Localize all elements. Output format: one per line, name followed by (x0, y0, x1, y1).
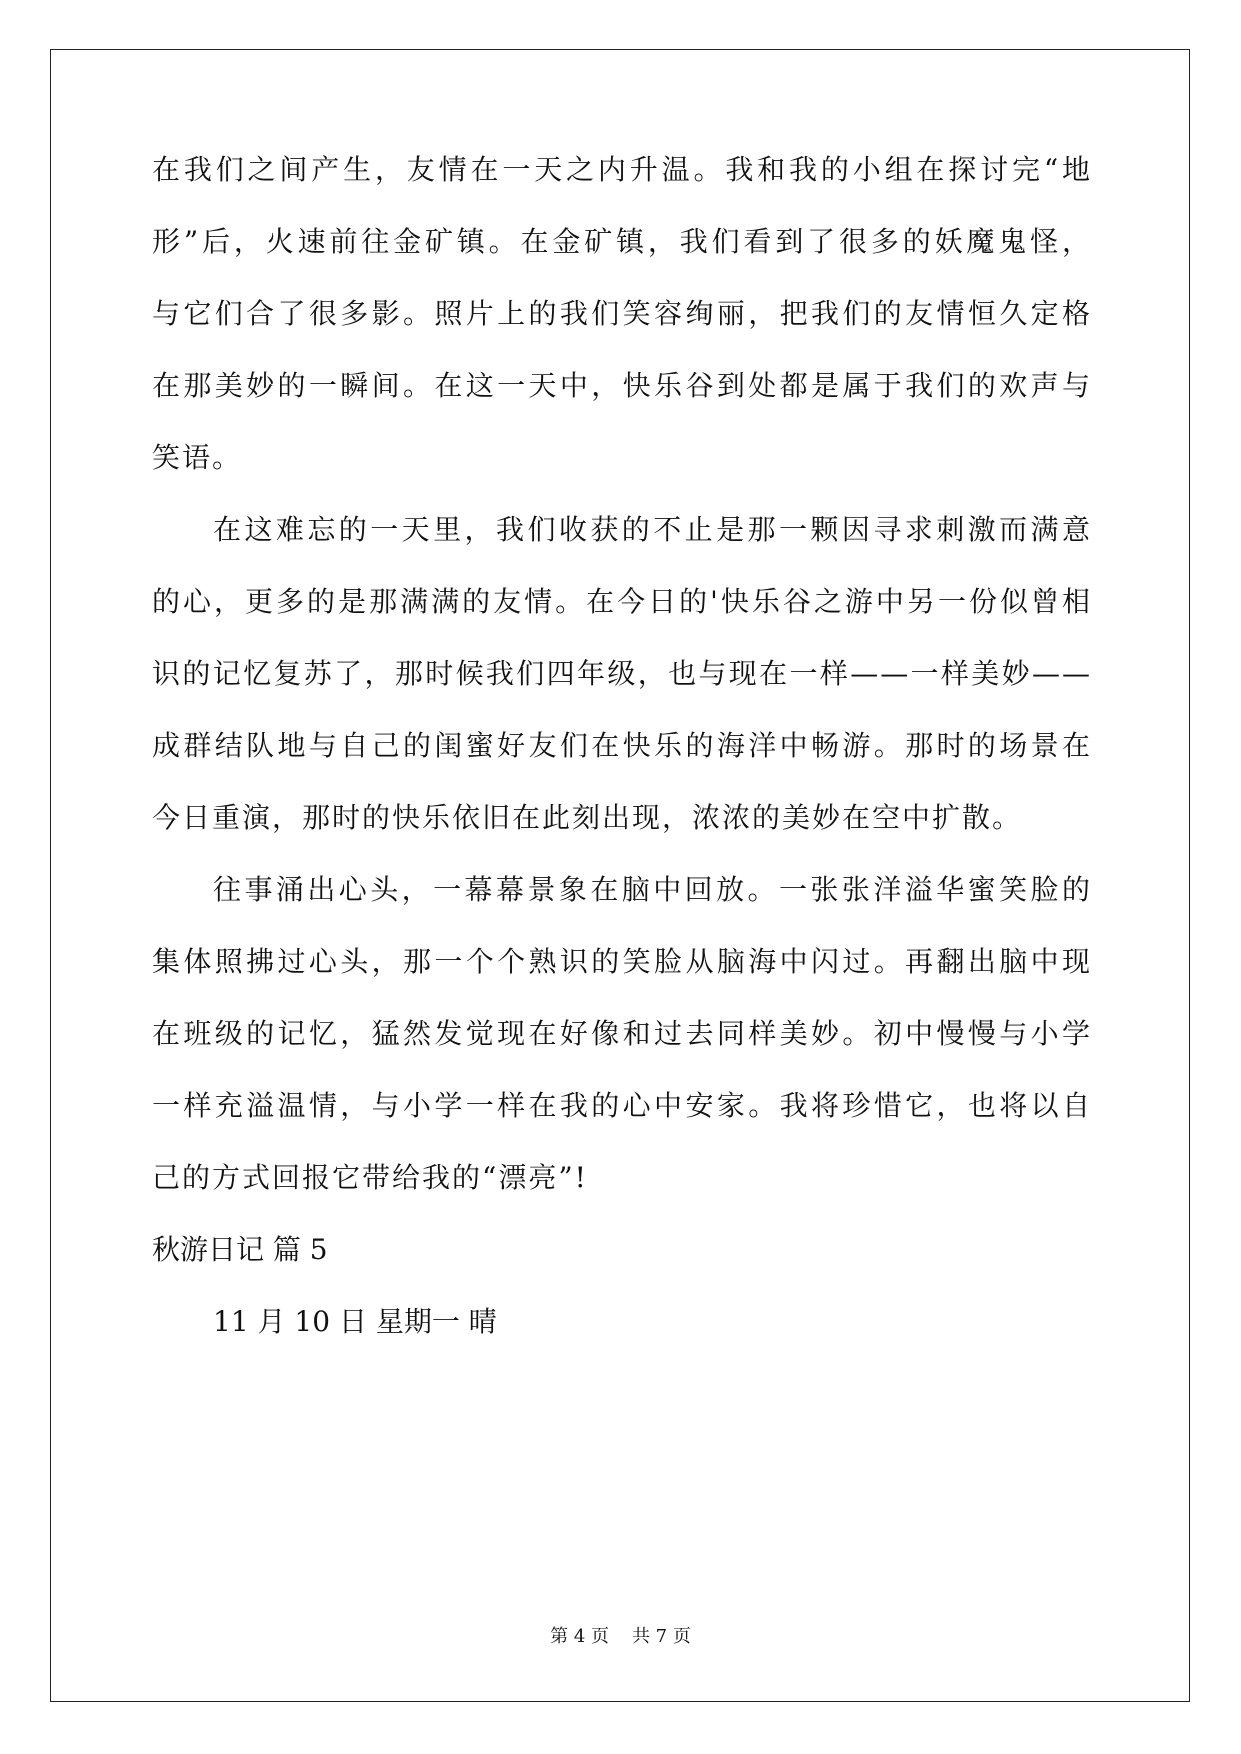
text-line: 的心，更多的是那满满的友情。在今日的'快乐谷之游中另一份似曾相 (152, 585, 1092, 618)
paragraph-first-line: 往事涌出心头，一幕幕景象在脑中回放。一张张洋溢华蜜笑脸的 (213, 873, 1092, 906)
text-line: 识的记忆复苏了，那时候我们四年级，也与现在一样——一样美妙—— (152, 657, 1092, 690)
text-line: 笑语。 (152, 441, 243, 474)
section-heading: 秋游日记 篇 5 (152, 1233, 328, 1266)
text-line: 成群结队地与自己的闺蜜好友们在快乐的海洋中畅游。那时的场景在 (152, 729, 1092, 762)
text-line: 在班级的记忆，猛然发觉现在好像和过去同样美妙。初中慢慢与小学 (152, 1017, 1092, 1050)
date-line: 11 月 10 日 星期一 晴 (213, 1305, 497, 1338)
paragraph-first-line: 在这难忘的一天里，我们收获的不止是那一颗因寻求刺激而满意 (213, 513, 1092, 546)
text-line: 形”后，火速前往金矿镇。在金矿镇，我们看到了很多的妖魔鬼怪， (152, 225, 1092, 258)
text-line: 与它们合了很多影。照片上的我们笑容绚丽，把我们的友情恒久定格 (152, 297, 1092, 330)
page-number-footer: 第 4 页 共 7 页 (550, 1626, 691, 1647)
text-line: 己的方式回报它带给我的“漂亮”! (152, 1161, 588, 1194)
text-line: 在那美妙的一瞬间。在这一天中，快乐谷到处都是属于我们的欢声与 (152, 369, 1092, 402)
text-line: 在我们之间产生，友情在一天之内升温。我和我的小组在探讨完“地 (152, 153, 1092, 186)
text-line: 今日重演，那时的快乐依旧在此刻出现，浓浓的美妙在空中扩散。 (152, 801, 1023, 834)
text-line: 一样充溢温情，与小学一样在我的心中安家。我将珍惜它，也将以自 (152, 1089, 1092, 1122)
text-line: 集体照拂过心头，那一个个熟识的笑脸从脑海中闪过。再翻出脑中现 (152, 945, 1092, 978)
